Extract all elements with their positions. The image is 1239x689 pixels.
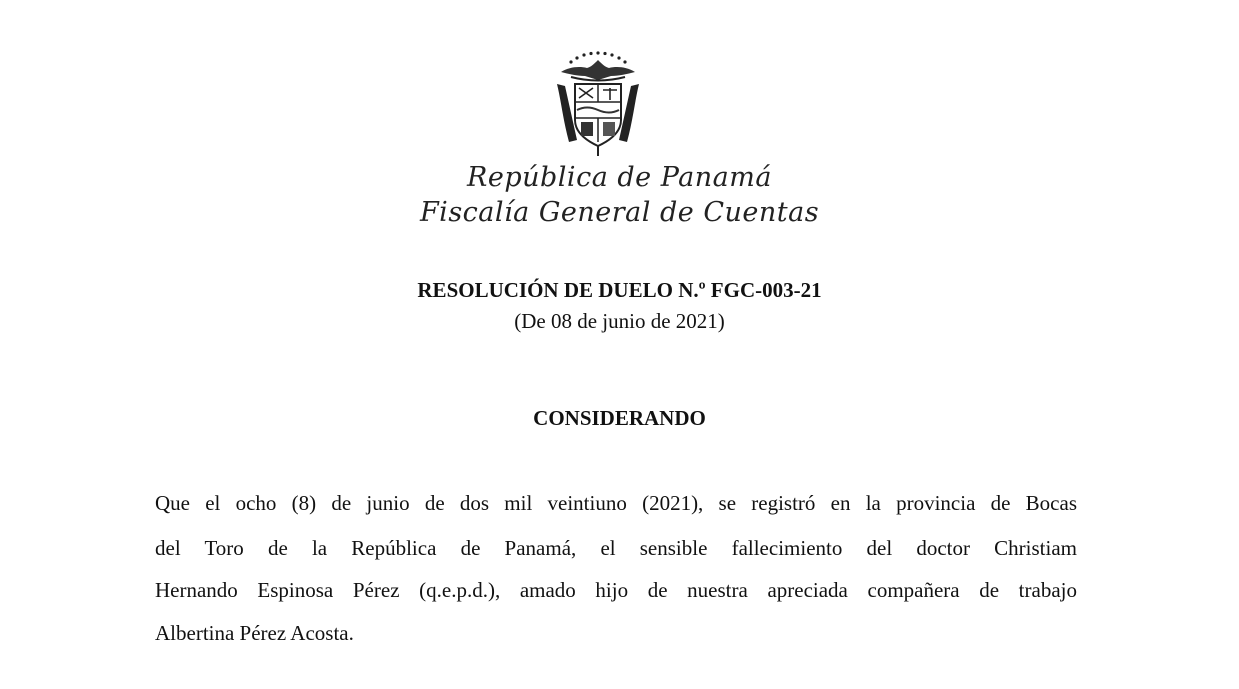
coat-of-arms-icon (551, 50, 645, 160)
body-text-line: del Toro de la República de Panamá, el sensible fallecimiento del doctor Christiam (155, 536, 1077, 560)
body-text-line: Que el ocho (8) de junio de dos mil veintiuno (2021), se registró en la provincia de Bocas (155, 491, 1077, 515)
letterhead-country: República de Panamá (467, 162, 772, 193)
body-text-line: Hernando Espinosa Pérez (q.e.p.d.), amado hijo de nuestra apreciada compañera de trabajo (155, 578, 1077, 602)
resolution-date: (De 08 de junio de 2021) (514, 309, 725, 333)
section-heading: CONSIDERANDO (533, 406, 706, 430)
resolution-title: RESOLUCIÓN DE DUELO N.º FGC-003-21 (417, 278, 822, 302)
body-text-line: Albertina Pérez Acosta. (155, 621, 354, 645)
letterhead-institution: Fiscalía General de Cuentas (419, 197, 820, 228)
